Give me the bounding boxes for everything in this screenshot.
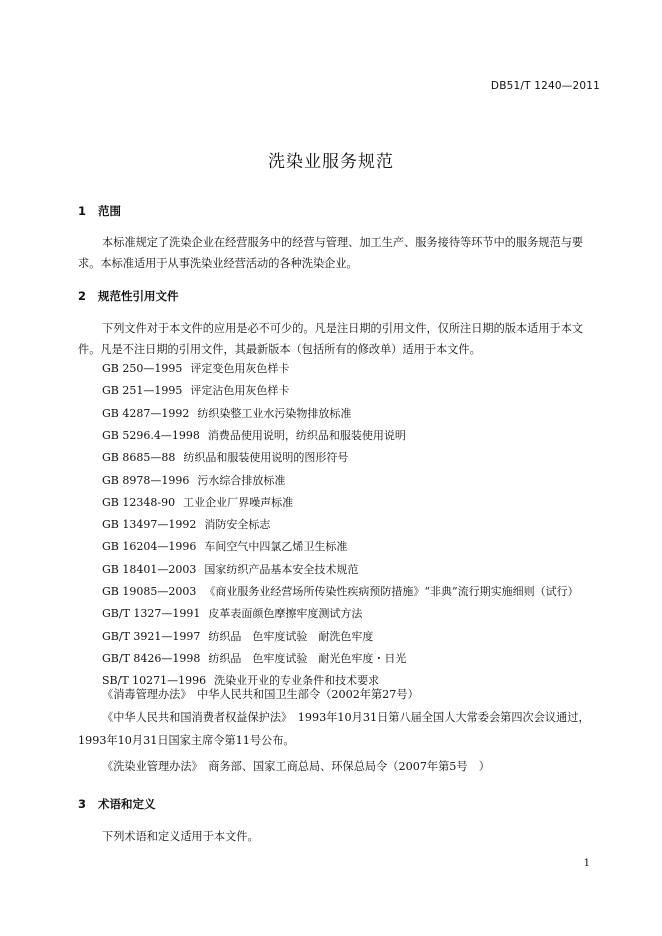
reference-code: GB 250—1995: [102, 362, 183, 375]
law-reference-2: 《中华人民共和国消费者权益保护法》 1993年10月31日第八届全国人大常委会第四次会议通过，: [102, 711, 590, 724]
reference-item: [102, 605, 362, 621]
reference-item: [102, 494, 293, 510]
section-3-heading: [78, 796, 156, 812]
reference-title: 车间空气中四氯乙烯卫生标准: [204, 540, 348, 554]
standard-code: DB51/T 1240—2011: [490, 80, 600, 92]
reference-item: [102, 360, 289, 376]
section-number: 2: [78, 289, 87, 303]
reference-code: GB 5296.4—1998: [102, 428, 200, 442]
reference-title: 纺织品 色牢度试验 耐洗色牢度: [208, 629, 374, 643]
reference-code: GB 251—1995: [102, 384, 183, 398]
reference-title: 纺织品和服装使用说明的图形符号: [183, 451, 349, 465]
reference-item: [102, 516, 270, 532]
paragraph-text: 下列文件对于本文件的应用是必不可少的。凡是注日期的引用文件，仅所注日期的版本适用于本文件。凡是不注日期的引用文件，其最新版本（包括所有的修改单）适用于本文件。: [78, 322, 584, 356]
reference-code: GB 4287—1992: [102, 406, 190, 420]
reference-title: 国家纺织产品基本安全技术规范: [204, 562, 359, 576]
reference-title: 评定变色用灰色样卡: [190, 362, 290, 375]
paragraph-text: 本标准规定了洗染企业在经营服务中的经营与管理、加工生产、服务接待等环节中的服务规范与要求。本标准适用于从事洗染业经营活动的各种洗染企业。: [78, 236, 584, 270]
law-reference-1: 《消毒管理办法》 中华人民共和国卫生部令（2002年第27号）: [102, 688, 419, 701]
paragraph-text: 下列术语和定义适用于本文件。: [102, 830, 259, 843]
section-title: 规范性引用文件: [98, 289, 179, 303]
reference-title: 皮革表面颜色摩擦牢度测试方法: [208, 607, 363, 621]
reference-item: [102, 382, 289, 398]
law-reference-2-continued: 1993年10月31日国家主席令第11号公布。: [78, 734, 295, 747]
reference-item: [102, 538, 347, 554]
reference-title: 洗染业开业的专业条件和技术要求: [214, 674, 380, 688]
reference-item: [102, 427, 406, 443]
reference-code: GB 19085—2003: [102, 585, 197, 598]
reference-title: 评定沾色用灰色样卡: [190, 384, 290, 398]
reference-code: GB 16204—1996: [102, 540, 197, 554]
reference-title: 工业企业厂界噪声标准: [183, 495, 294, 509]
reference-title: 污水综合排放标准: [197, 473, 286, 487]
section-2-heading: [78, 288, 179, 304]
reference-title: 纺织染整工业水污染物排放标准: [197, 406, 352, 420]
reference-item: [102, 583, 579, 599]
section-number: 1: [78, 204, 87, 218]
section-3-paragraph: [78, 826, 598, 847]
section-title: 范围: [98, 204, 121, 218]
section-title: 术语和定义: [98, 797, 156, 811]
reference-title: 《商业服务业经营场所传染性疾病预防措施》“非典”流行期实施细则（试行）: [204, 585, 579, 598]
reference-title: 消费品使用说明，纺织品和服装使用说明: [207, 428, 406, 442]
reference-item: [102, 472, 285, 488]
page-number: 1: [583, 858, 590, 869]
reference-title: 纺织品 色牢度试验 耐光色牢度・日光: [208, 651, 407, 665]
reference-code: GB 8685—88: [102, 451, 176, 465]
reference-code: GB/T 3921—1997: [102, 629, 201, 643]
document-title: 洗染业服务规范: [268, 152, 394, 172]
reference-item: [102, 561, 358, 577]
reference-item: [102, 650, 406, 666]
reference-code: GB 18401—2003: [102, 562, 197, 576]
reference-item: [102, 449, 348, 465]
section-number: 3: [78, 797, 87, 811]
reference-code: SB/T 10271—1996: [102, 674, 207, 688]
section-1-heading: [78, 203, 121, 219]
reference-code: GB/T 1327—1991: [102, 607, 201, 621]
reference-code: GB/T 8426—1998: [102, 651, 201, 665]
section-2-paragraph: [78, 318, 598, 360]
reference-item: [102, 628, 373, 644]
law-reference-3: 《洗染业管理办法》 商务部、国家工商总局、环保总局令（2007年第5号 ）: [102, 760, 490, 773]
reference-code: GB 12348-90: [102, 495, 176, 509]
reference-code: GB 8978—1996: [102, 473, 190, 487]
reference-code: GB 13497—1992: [102, 518, 197, 532]
reference-item: [102, 405, 351, 421]
reference-title: 消防安全标志: [204, 518, 271, 532]
section-1-paragraph: [78, 232, 598, 274]
